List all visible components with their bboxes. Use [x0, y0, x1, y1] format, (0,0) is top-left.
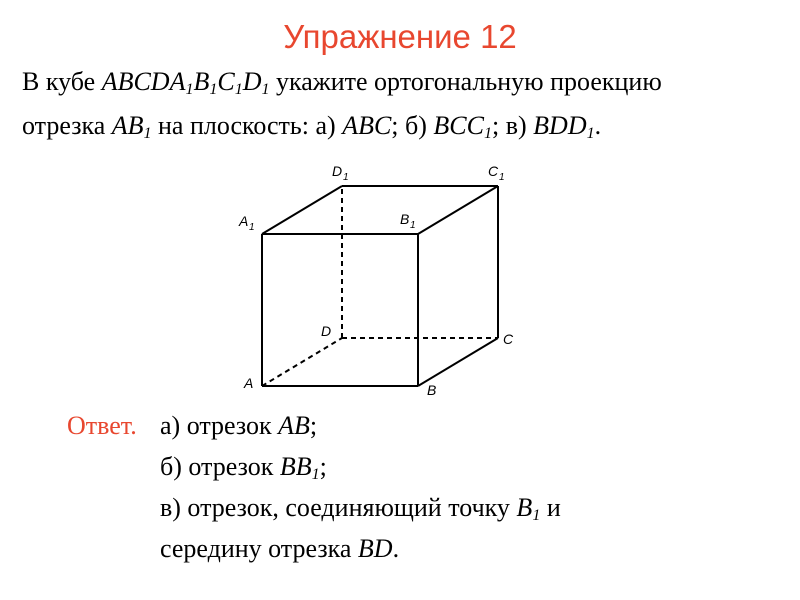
segment-ab1: $AB_1$ [111, 111, 152, 142]
cube-diagram [230, 158, 530, 403]
plane-abc: ABC [342, 111, 392, 140]
answer-prefix: Ответ. [67, 411, 137, 440]
edge-B-C [418, 338, 498, 386]
label-C1: C [488, 163, 499, 179]
answer-line-b: б) отрезок $BB_1$; [160, 452, 327, 483]
cube-figure [230, 158, 530, 403]
plane-bcc1: $BCC_1$ [433, 111, 492, 142]
label-B: B [427, 382, 437, 398]
problem-statement [22, 60, 792, 148]
label-B1: B [400, 211, 410, 227]
label-C1-sub: 1 [499, 172, 505, 183]
label-A1: A [239, 213, 249, 229]
label-D1-sub: 1 [343, 172, 349, 183]
answer-block [67, 405, 787, 569]
answer-line-a: Ответ. а) отрезок AB; [67, 405, 787, 446]
cube-name: $ABCDA_1B_1C_1D_1$ [101, 67, 270, 98]
answer-line-d: середину отрезка BD. [160, 534, 400, 563]
label-D: D [321, 323, 332, 339]
edge-A-D [262, 338, 342, 386]
plane-bdd1: $BDD_1$ [533, 111, 595, 142]
edge-B1-C1 [418, 186, 498, 234]
problem-line-2: отрезка $AB_1$ на плоскость: а) ABC; б) $BCC_1$; в) $BDD_1$. [22, 111, 602, 142]
label-C: C [503, 331, 514, 347]
edge-A1-D1 [262, 186, 342, 234]
label-A1-sub: 1 [249, 222, 255, 233]
answer-line-c: в) отрезок, соединяющий точку $B_1$ и [160, 493, 561, 524]
label-B1-sub: 1 [410, 220, 416, 231]
label-D1: D [332, 163, 343, 179]
problem-line-1: В кубе $ABCDA_1B_1C_1D_1$ укажите ортогональную проекцию [22, 67, 662, 98]
exercise-title: Упражнение 12 [283, 18, 517, 55]
label-A: A [244, 375, 254, 391]
